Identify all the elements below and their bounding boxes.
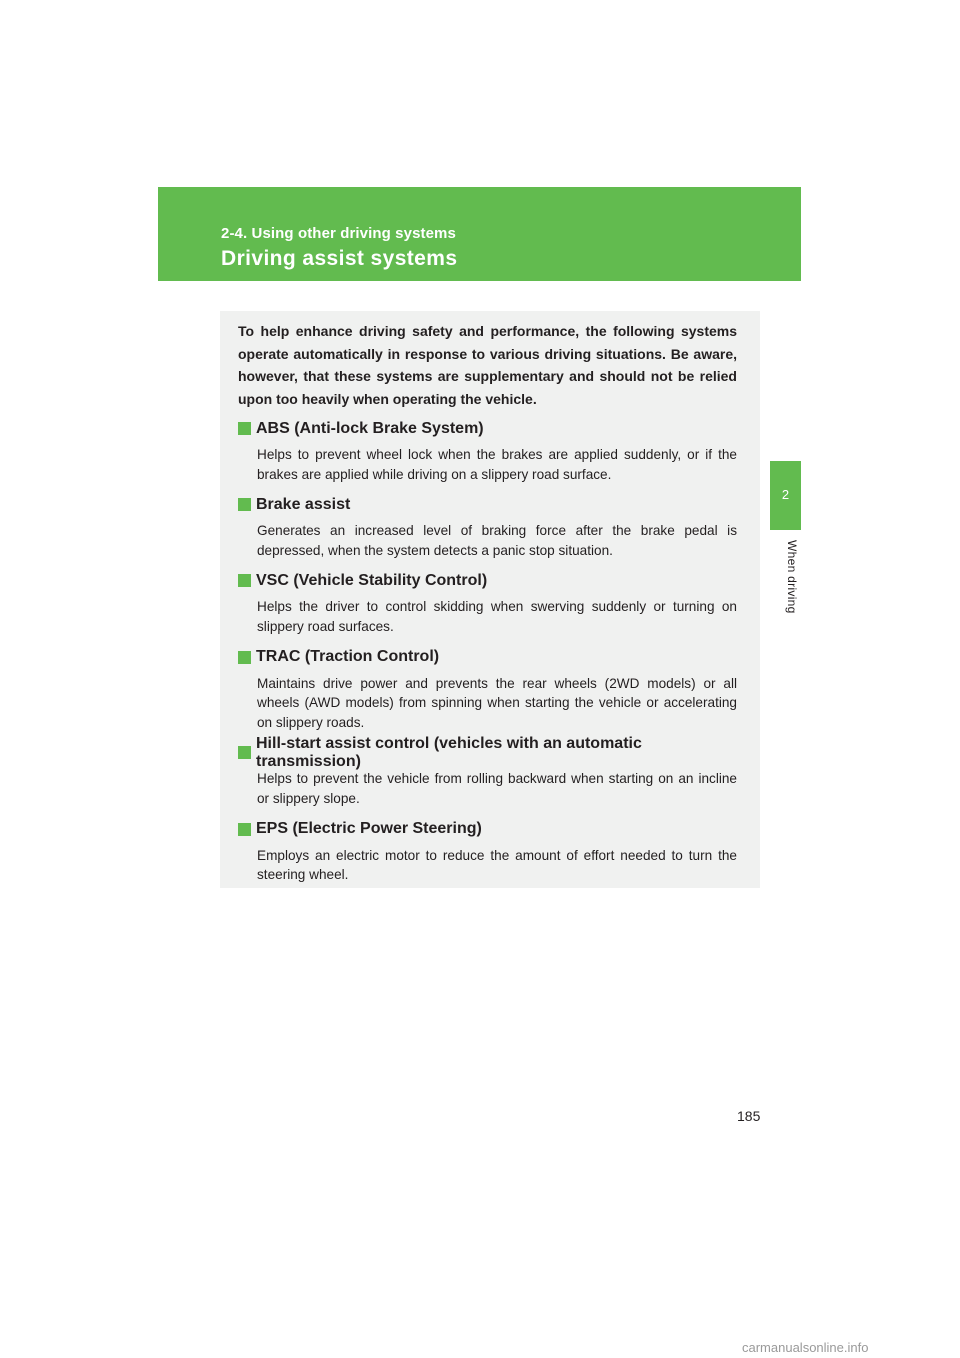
chapter-header-band	[158, 187, 801, 281]
feature-item-trac	[238, 645, 737, 733]
feature-title: Brake assist	[256, 495, 351, 513]
page-title: Driving assist systems	[221, 247, 458, 270]
watermark-link[interactable]: carmanualsonline.info	[742, 1340, 869, 1355]
feature-heading	[238, 645, 737, 670]
square-bullet-icon	[238, 498, 251, 511]
feature-item-abs	[238, 416, 737, 484]
section-label: 2-4. Using other driving systems	[221, 225, 456, 242]
chapter-label: When driving	[785, 540, 799, 614]
feature-heading	[238, 568, 737, 593]
square-bullet-icon	[238, 746, 251, 759]
square-bullet-icon	[238, 574, 251, 587]
feature-description: Generates an increased level of braking force after the brake pedal is depressed, when the system detects a panic stop situation.	[257, 523, 737, 558]
feature-heading	[238, 734, 737, 770]
feature-title: Hill-start assist control (vehicles with an automatic transmission)	[256, 734, 642, 770]
feature-item-vsc	[238, 568, 737, 636]
feature-heading	[238, 492, 737, 517]
feature-heading	[238, 817, 737, 842]
chapter-tab[interactable]	[770, 461, 801, 530]
square-bullet-icon	[238, 422, 251, 435]
feature-item-brake-assist	[238, 492, 737, 560]
feature-description: Helps the driver to control skidding when swerving suddenly or turning on slippery road surfaces.	[257, 599, 737, 634]
feature-list	[238, 416, 737, 893]
feature-description: Helps to prevent wheel lock when the brakes are applied suddenly, or if the brakes are applied while driving on a slippery road surface.	[257, 447, 737, 482]
feature-title: VSC (Vehicle Stability Control)	[256, 571, 488, 589]
chapter-number: 2	[781, 487, 790, 502]
feature-title: EPS (Electric Power Steering)	[256, 820, 482, 838]
feature-title: TRAC (Traction Control)	[256, 648, 440, 666]
page-number: 185	[737, 1108, 761, 1124]
feature-title: ABS (Anti-lock Brake System)	[256, 419, 484, 437]
intro-text: To help enhance driving safety and performance, the following systems operate automatically in response to various driving situations. Be aware, however, that these systems are supplementary and should not be relied upon too heavily when operating the vehicle.	[238, 323, 737, 407]
square-bullet-icon	[238, 823, 251, 836]
content-box	[220, 311, 760, 888]
feature-item-hill-start-assist	[238, 734, 737, 808]
square-bullet-icon	[238, 651, 251, 664]
feature-item-eps	[238, 817, 737, 885]
feature-description: Maintains drive power and prevents the rear wheels (2WD models) or all wheels (AWD models) from spinning when starting the vehicle or accelerating on slippery roads.	[257, 675, 737, 730]
feature-description: Employs an electric motor to reduce the amount of effort needed to turn the steering wheel.	[257, 847, 737, 883]
feature-description: Helps to prevent the vehicle from rolling backward when starting on an incline or slippery slope.	[257, 771, 737, 806]
feature-heading	[238, 416, 737, 441]
